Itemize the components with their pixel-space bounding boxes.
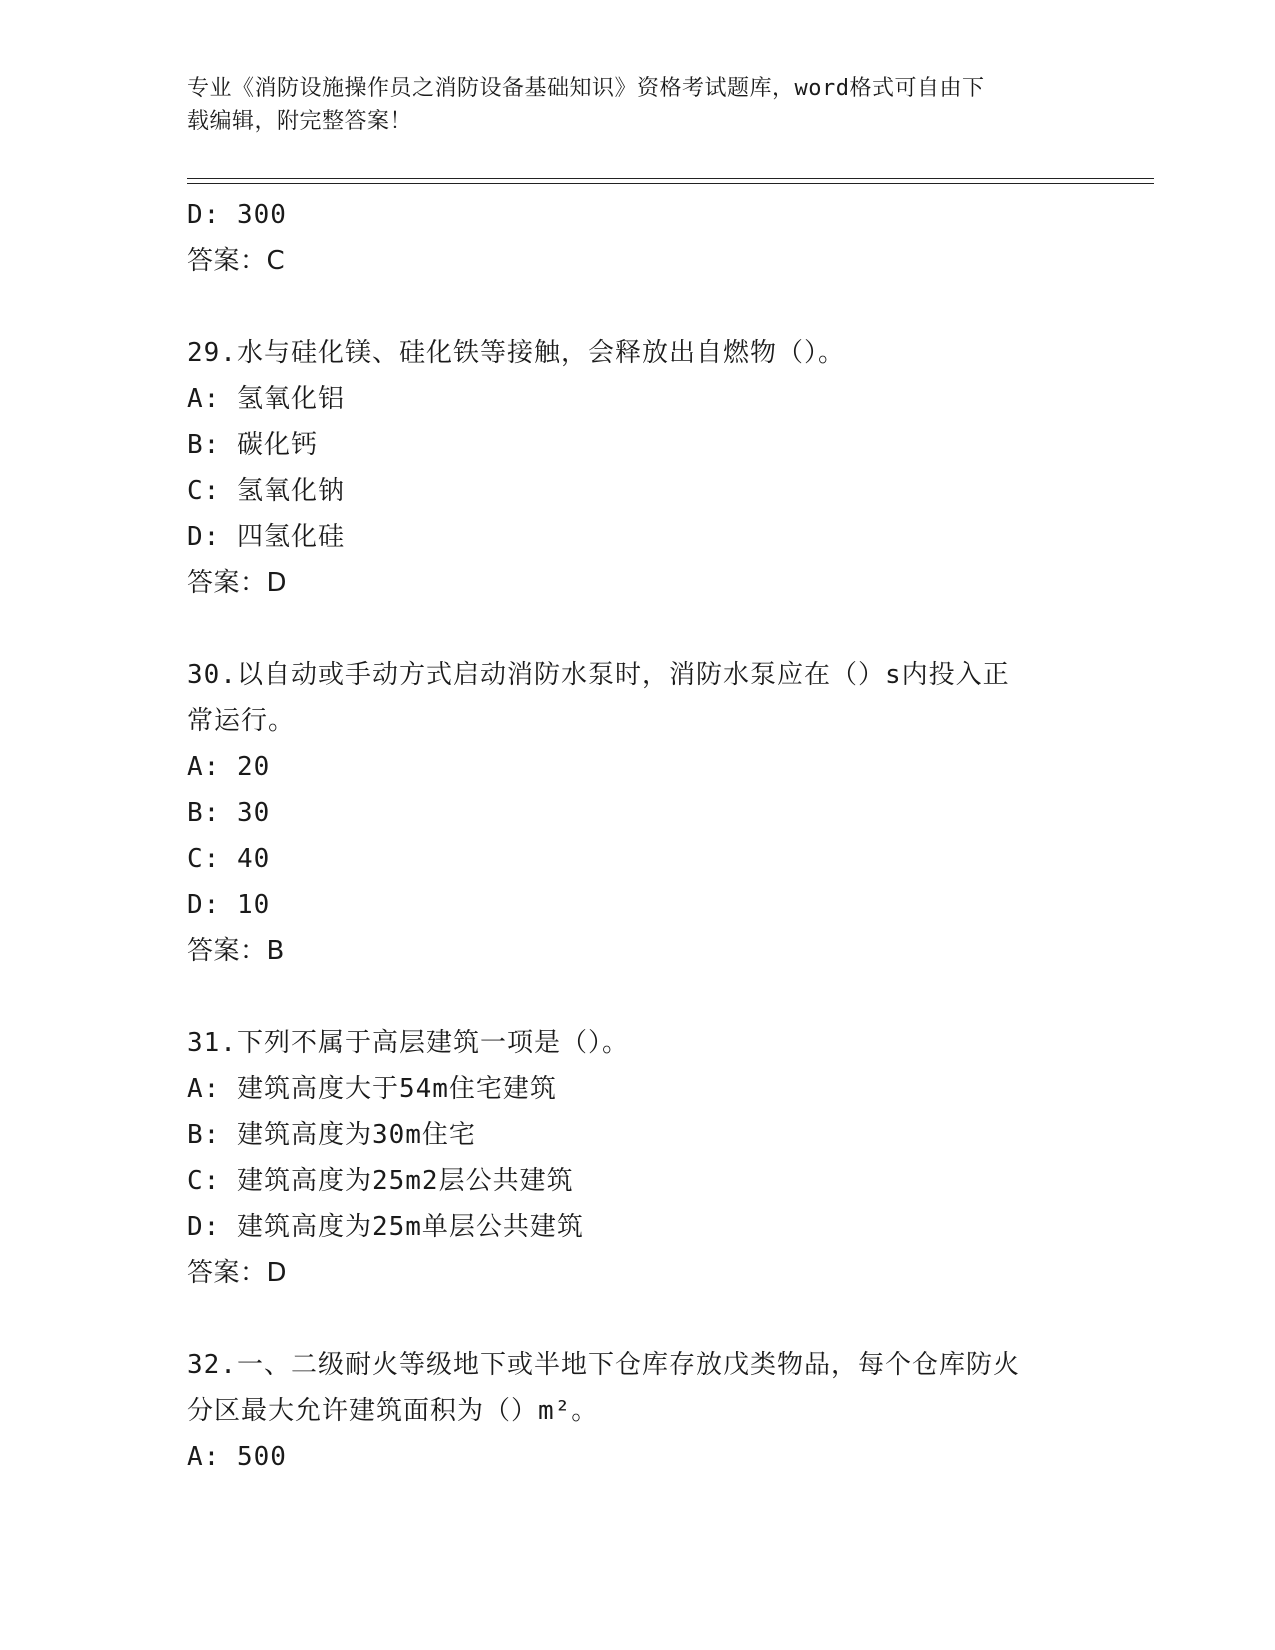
option-d: D: 建筑高度为25m单层公共建筑 [187,1212,584,1242]
option-d: D: 10 [187,890,271,920]
option-c: C: 建筑高度为25m2层公共建筑 [187,1166,574,1196]
option-b: B: 建筑高度为30m住宅 [187,1120,476,1150]
header-line-1: 专业《消防设施操作员之消防设备基础知识》资格考试题库，word格式可自由下 [187,76,985,101]
question-stem-line-1: 30.以自动或手动方式启动消防水泵时，消防水泵应在（）s内投入正 [187,660,1010,690]
spacer [187,974,1087,1020]
option-b: B: 碳化钙 [187,430,318,460]
header-divider-top [187,178,1154,179]
header-divider-bottom [187,183,1154,184]
question-stem-line-2: 常运行。 [187,706,296,736]
option-c: C: 40 [187,844,271,874]
option-a: A: 氢氧化铝 [187,384,345,414]
question-stem: 31.下列不属于高层建筑一项是（）。 [187,1028,629,1058]
prev-answer: 答案：C [187,246,286,276]
option-a: A: 建筑高度大于54m住宅建筑 [187,1074,557,1104]
header-line-2: 载编辑，附完整答案！ [187,109,413,134]
option-a: A: 500 [187,1442,287,1472]
spacer [187,284,1087,330]
question-stem: 29.水与硅化镁、硅化铁等接触，会释放出自燃物（）。 [187,338,845,368]
spacer [187,606,1087,652]
document-header [187,72,1087,138]
option-b: B: 30 [187,798,271,828]
question-32 [187,1342,1087,1480]
option-d: D: 四氢化硅 [187,522,345,552]
question-31 [187,1020,1087,1296]
question-29 [187,330,1087,606]
answer: 答案：D [187,568,288,598]
question-stem-line-1: 32.一、二级耐火等级地下或半地下仓库存放戊类物品，每个仓库防火 [187,1350,1020,1380]
question-30 [187,652,1087,974]
spacer [187,1296,1087,1342]
answer: 答案：D [187,1258,288,1288]
answer: 答案：B [187,936,285,966]
question-stem-line-2: 分区最大允许建筑面积为（）m²。 [187,1396,599,1426]
option-a: A: 20 [187,752,271,782]
prev-option-d: D: 300 [187,200,287,230]
question-list [187,192,1087,1480]
option-c: C: 氢氧化钠 [187,476,345,506]
